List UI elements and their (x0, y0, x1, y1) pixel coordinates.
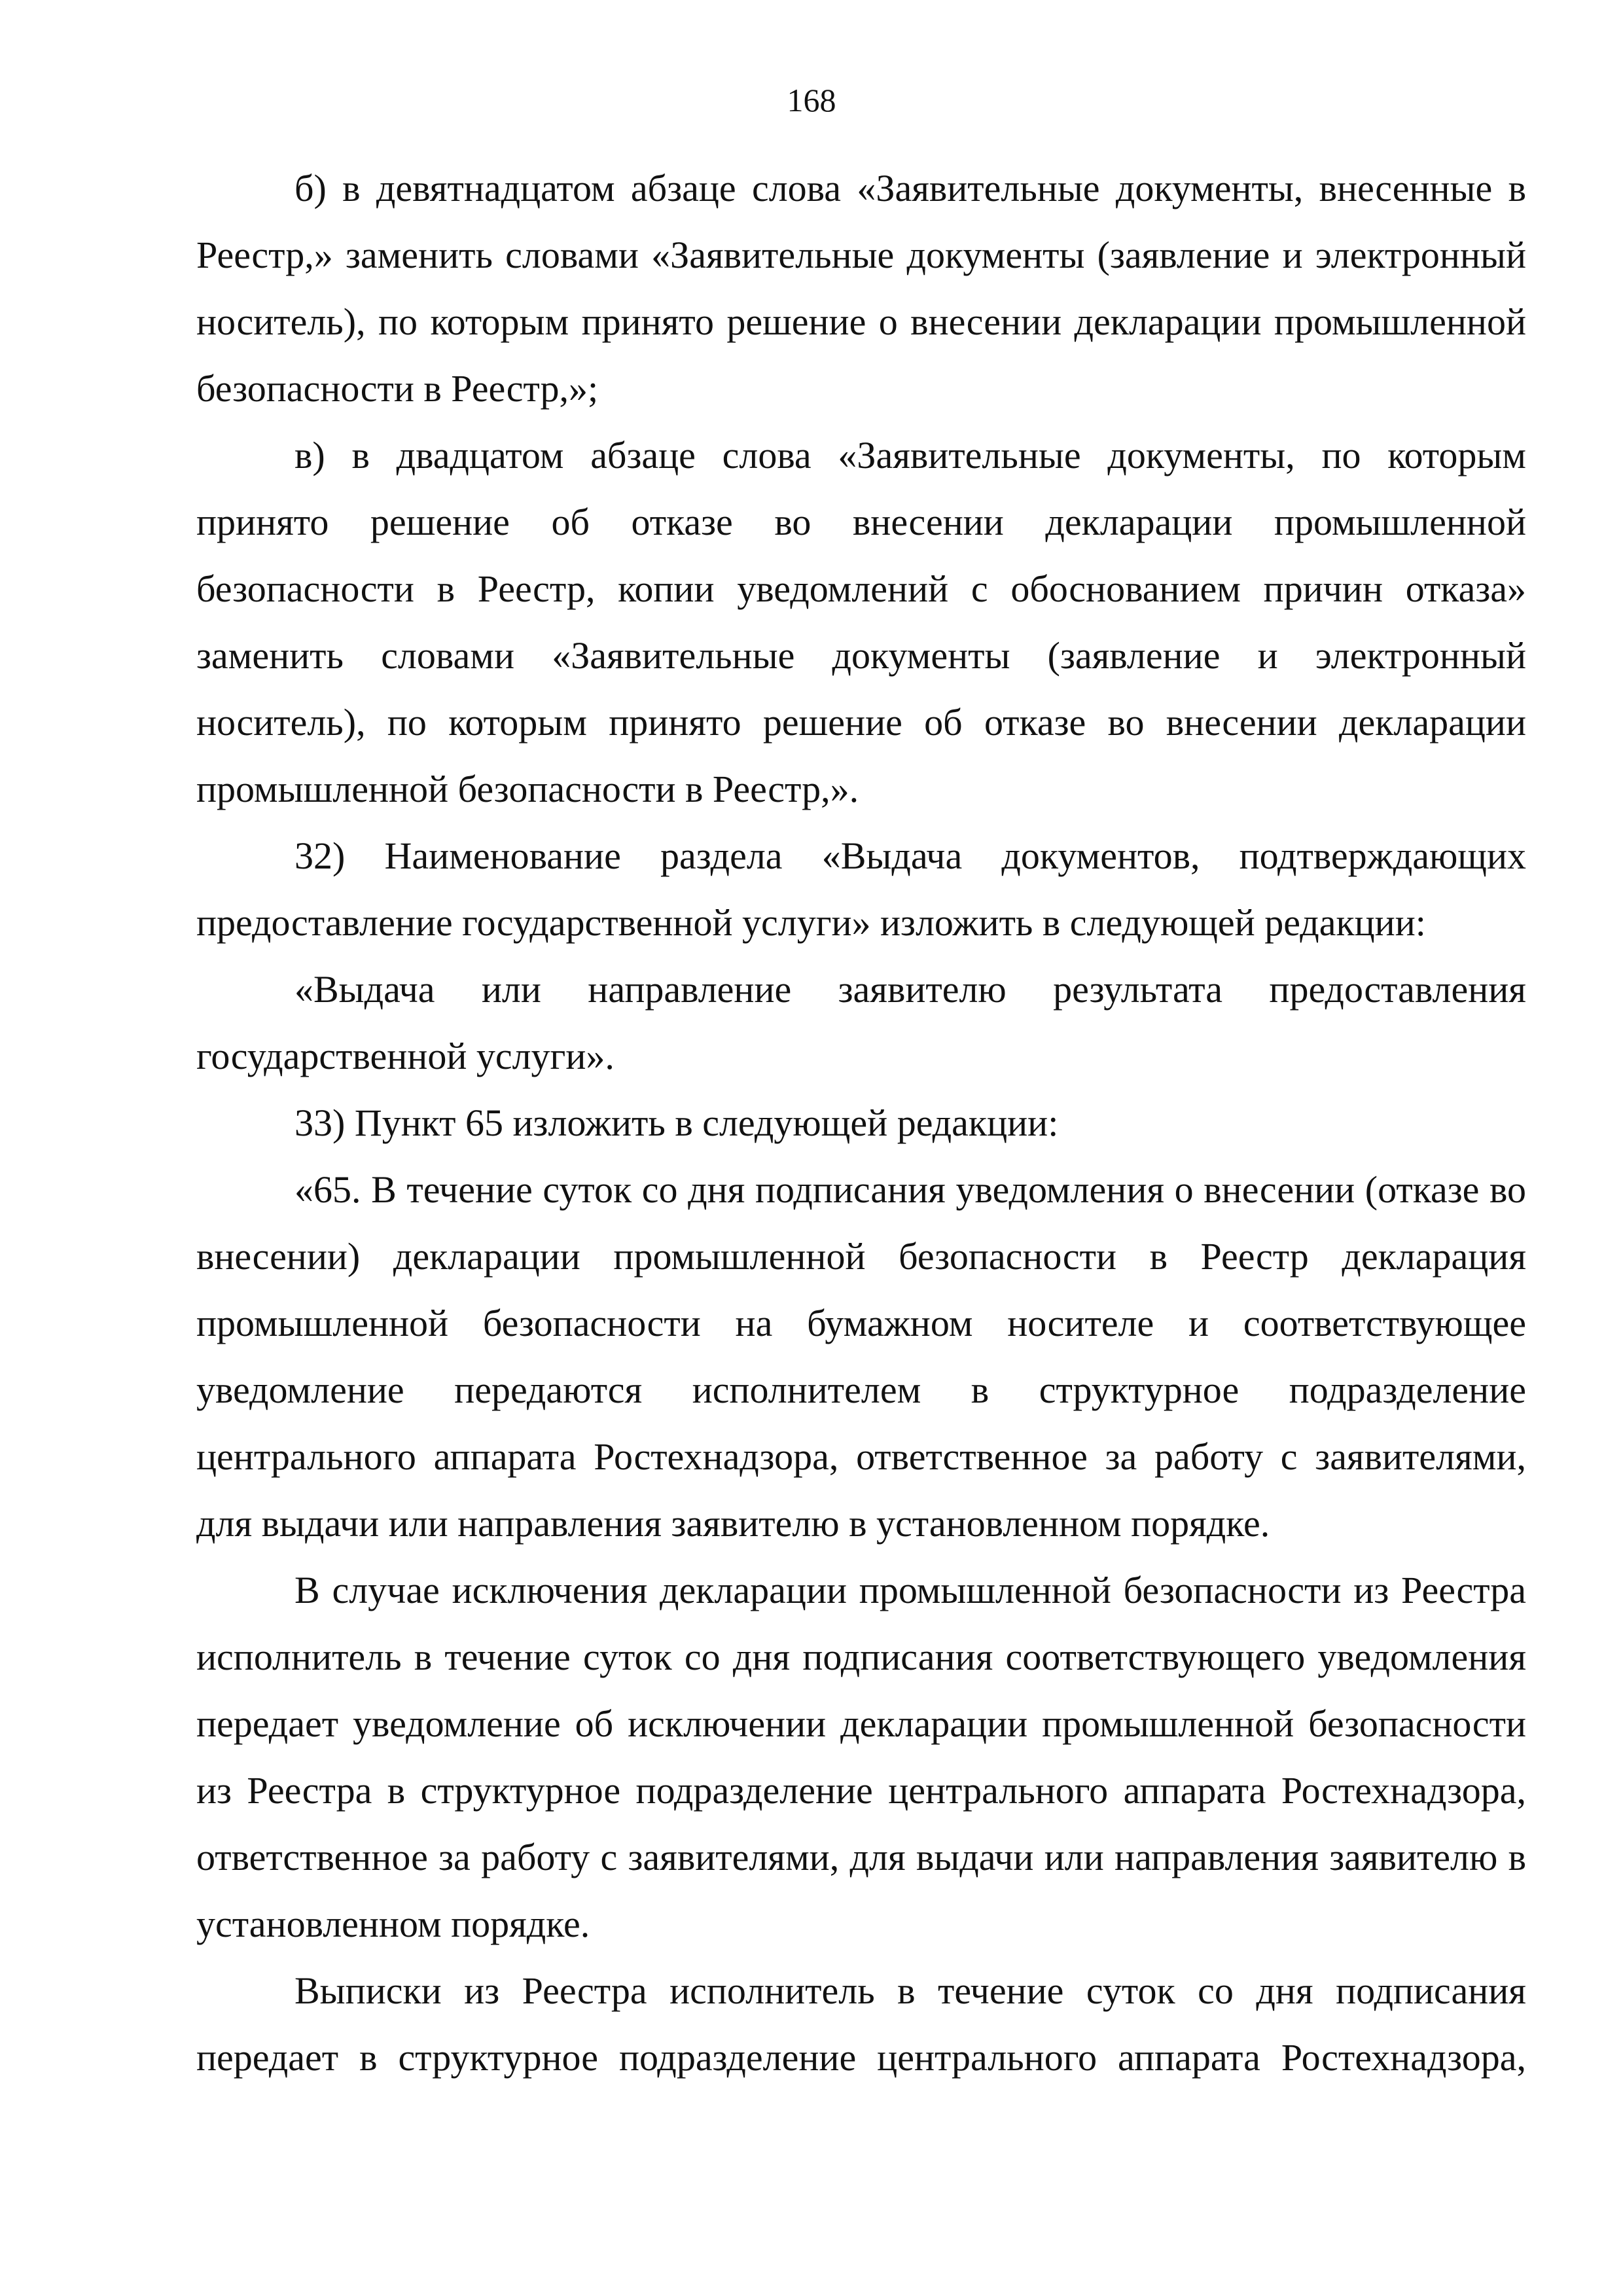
paragraph-v-twentieth-abzats: в) в двадцатом абзаце слова «Заявительные документы, по которым принято решение об отказе во внесении декларации промышленной безопасности в Реестр, копии уведомлений с обоснованием причин отказа» заменить словами «Заявительные документы (заявление и электронный носитель), по которым принято решение об отказе во внесении декларации промышленной безопасности в Реестр,». (196, 434, 1526, 810)
paragraph-section-title-quote: «Выдача или направление заявителю результата предоставления государственной услуги». (196, 968, 1526, 1077)
paragraph-point-65: «65. В течение суток со дня подписания уведомления о внесении (отказе во внесении) декларации промышленной безопасности в Реестр декларация промышленной безопасности на бумажном носителе и соответствующее уведомление передаются исполнителем в структурное подразделение центрального аппарата Ростехнадзора, ответственное за работу с заявителями, для выдачи или направления заявителю в установленном порядке. (196, 1168, 1526, 1545)
document-body (196, 155, 1526, 2091)
paragraph-item-32: 32) Наименование раздела «Выдача документов, подтверждающих предоставление государственной услуги» изложить в следующей редакции: (196, 834, 1526, 944)
paragraph-item-33: 33) Пункт 65 изложить в следующей редакции: (294, 1102, 1059, 1144)
paragraph-exclusion-case: В случае исключения декларации промышленной безопасности из Реестра исполнитель в течение суток со дня подписания соответствующего уведомления передает уведомление об исключении декларации промышленной безопасности из Реестра в структурное подразделение центрального аппарата Ростехнадзора, ответственное за работу с заявителями, для выдачи или направления заявителю в установленном порядке. (196, 1569, 1526, 1945)
page-number: 168 (787, 82, 836, 118)
paragraph-b-nineteenth-abzats: б) в девятнадцатом абзаце слова «Заявительные документы, внесенные в Реестр,» заменить словами «Заявительные документы (заявление и электронный носитель), по которым принято решение о внесении декларации промышленной безопасности в Реестр,»; (196, 167, 1526, 410)
paragraph-registry-extracts: Выписки из Реестра исполнитель в течение суток со дня подписания передает в структурное подразделение центрального аппарата Ростехнадзора, (196, 1969, 1526, 2079)
